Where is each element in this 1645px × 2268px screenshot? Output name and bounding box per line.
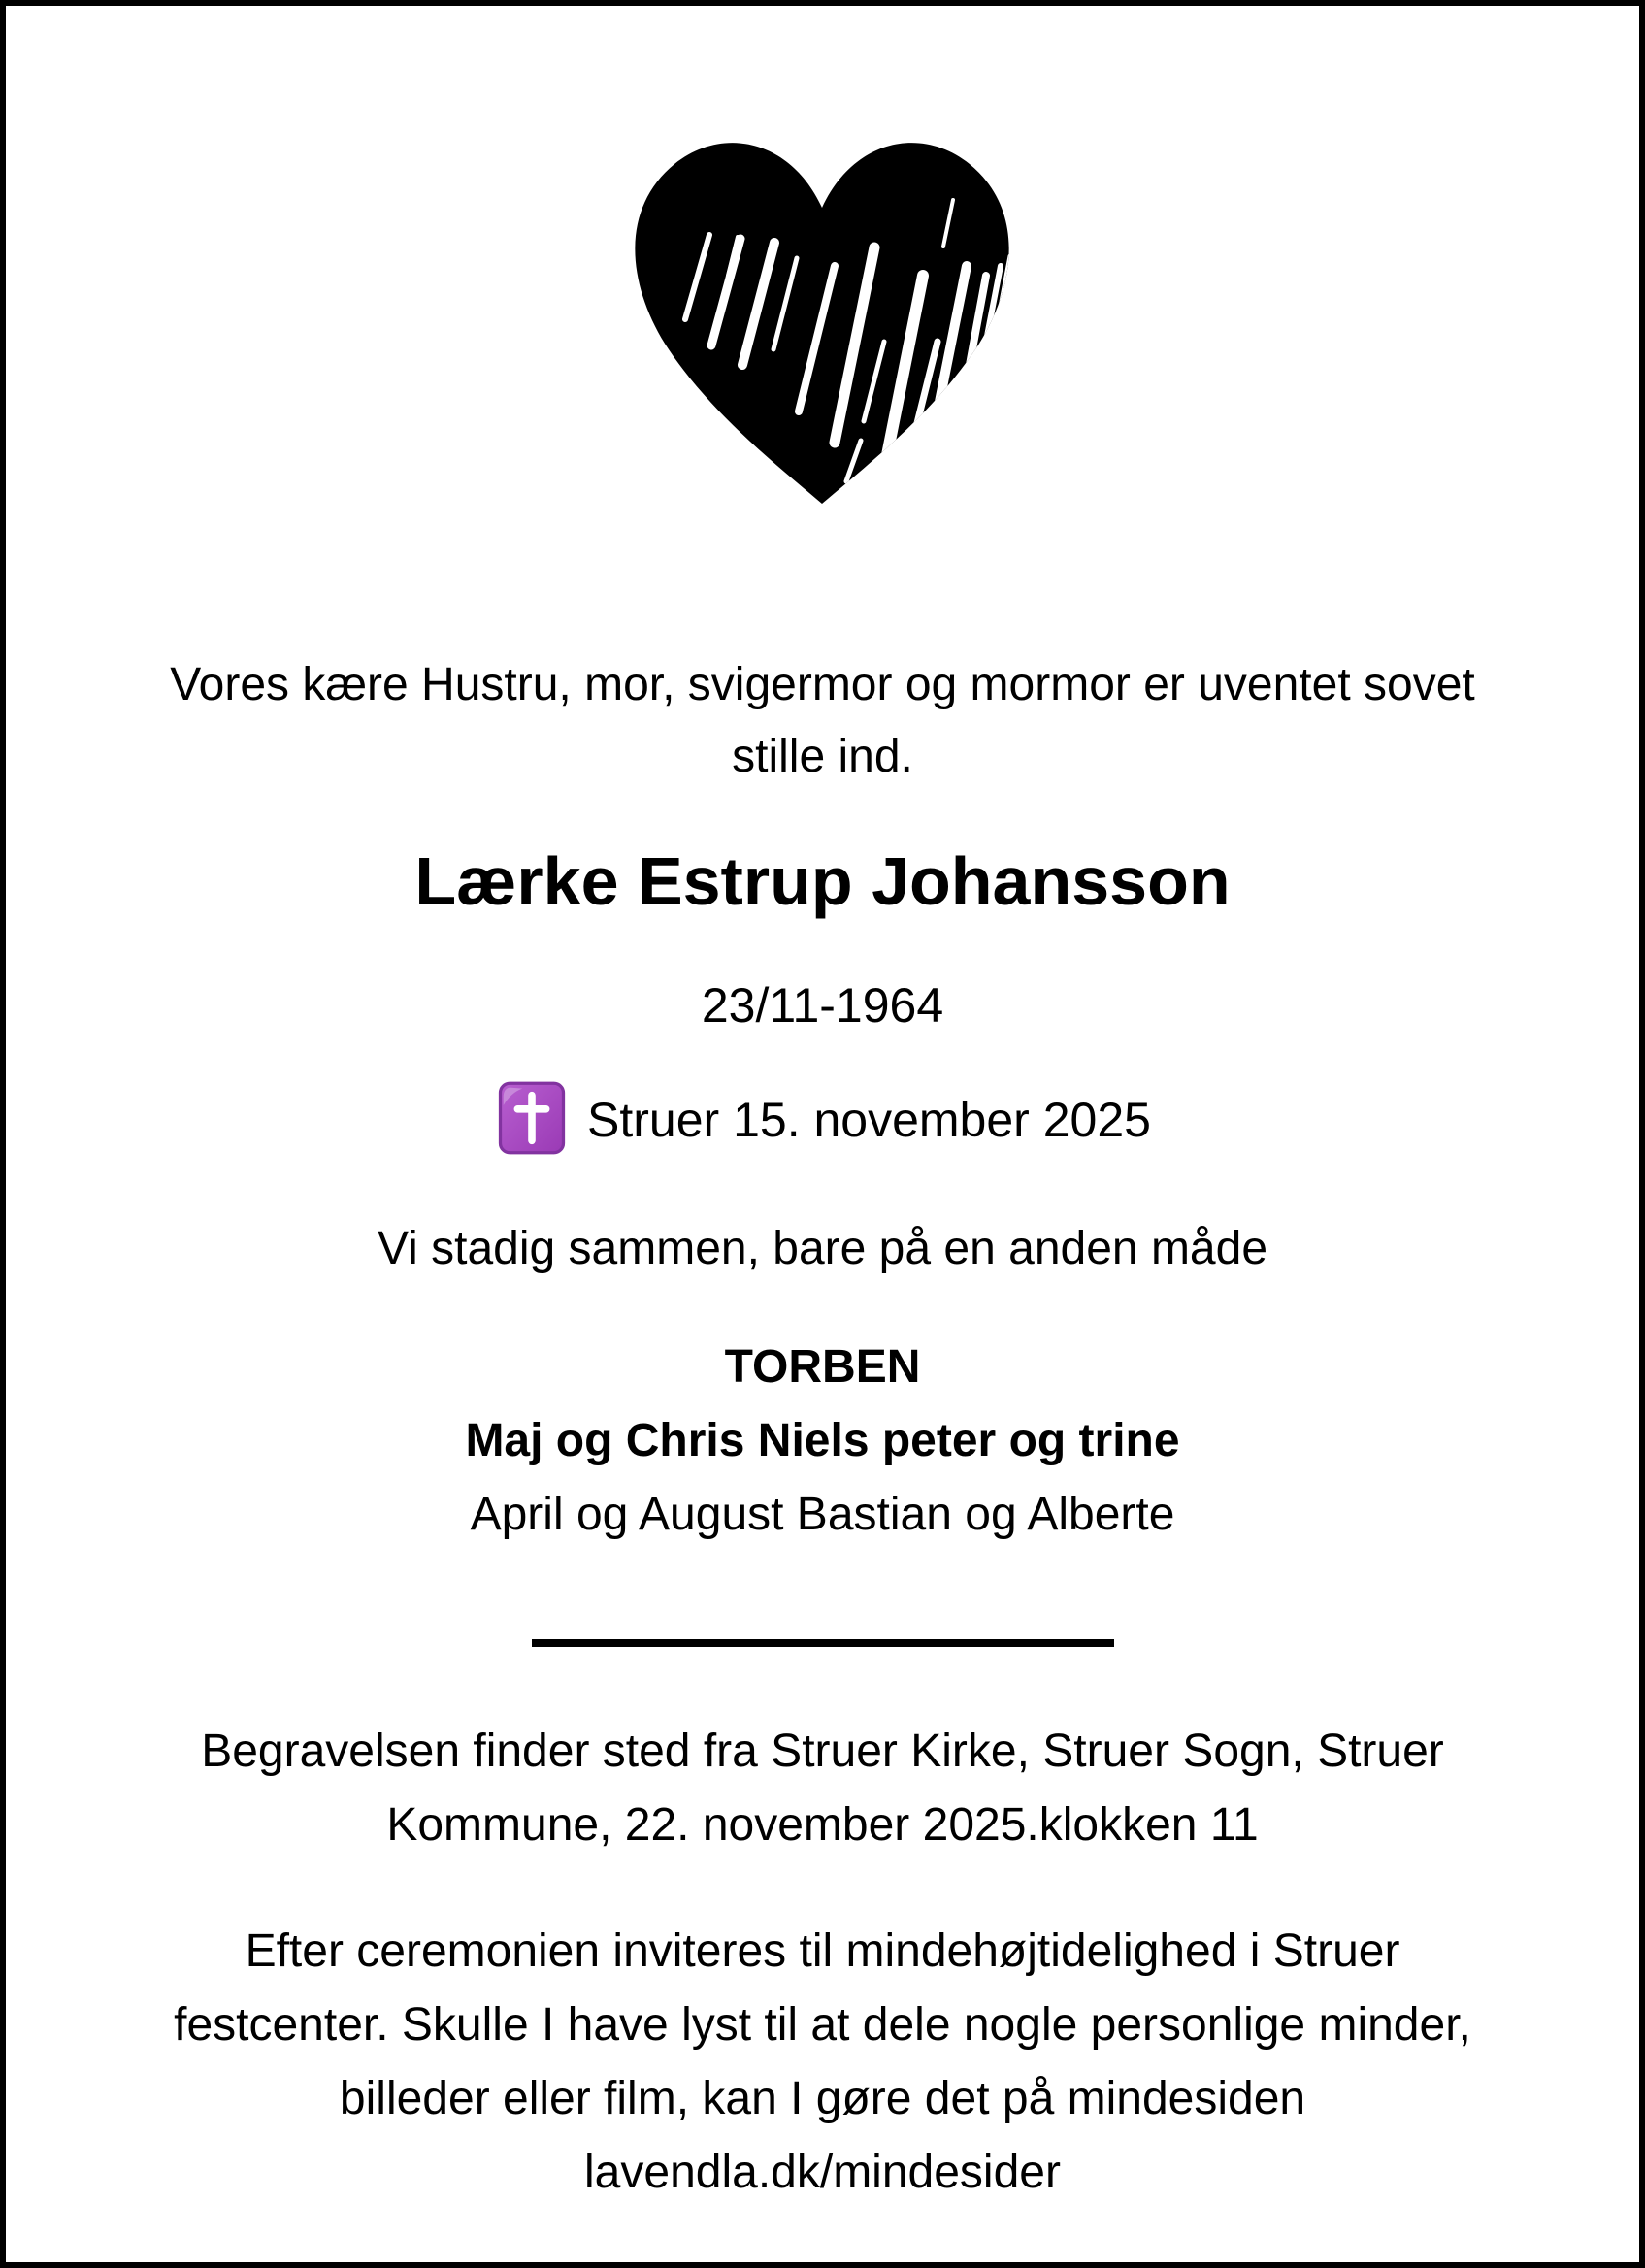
relative-line-2: Maj og Chris Niels peter og trine <box>465 1415 1180 1466</box>
quote-text: Vi stadig sammen, bare på en anden måde <box>377 1223 1268 1274</box>
funeral-line-2: Kommune, 22. november 2025.klokken 11 <box>386 1799 1259 1851</box>
memorial-line-3: billeder eller film, kan I gøre det på mindesiden <box>339 2073 1306 2124</box>
funeral-line-1: Begravelsen finder sted fra Struer Kirke, Struer Sogn, Struer <box>201 1726 1444 1777</box>
birth-date: 23/11-1964 <box>701 978 944 1033</box>
relative-line-1: TORBEN <box>724 1341 921 1393</box>
intro-line-1: Vores kære Hustru, mor, svigermor og mormor er uventet sovet <box>170 659 1475 710</box>
death-text: Struer 15. november 2025 <box>587 1093 1151 1147</box>
memorial-line-1: Efter ceremonien inviteres til mindehøjtidelighed i Struer <box>245 1925 1400 1977</box>
relatives-list <box>6 1331 1639 1552</box>
scribble-heart-icon <box>592 120 1053 513</box>
latin-cross-icon <box>494 1080 570 1156</box>
memorial-line-2: festcenter. Skulle I have lyst til at dele nogle personlige minder, <box>174 1999 1471 2051</box>
divider-line <box>532 1639 1114 1647</box>
intro-line-2: stille ind. <box>732 731 913 782</box>
memorial-info <box>6 1915 1639 2210</box>
deceased-name: Lærke Estrup Johansson <box>414 843 1231 919</box>
death-line <box>6 1078 1639 1162</box>
relative-line-3: April og August Bastian og Alberte <box>470 1489 1175 1540</box>
funeral-info <box>6 1715 1639 1862</box>
memorial-site-url: lavendla.dk/mindesider <box>584 2147 1061 2198</box>
intro-text <box>6 649 1639 793</box>
